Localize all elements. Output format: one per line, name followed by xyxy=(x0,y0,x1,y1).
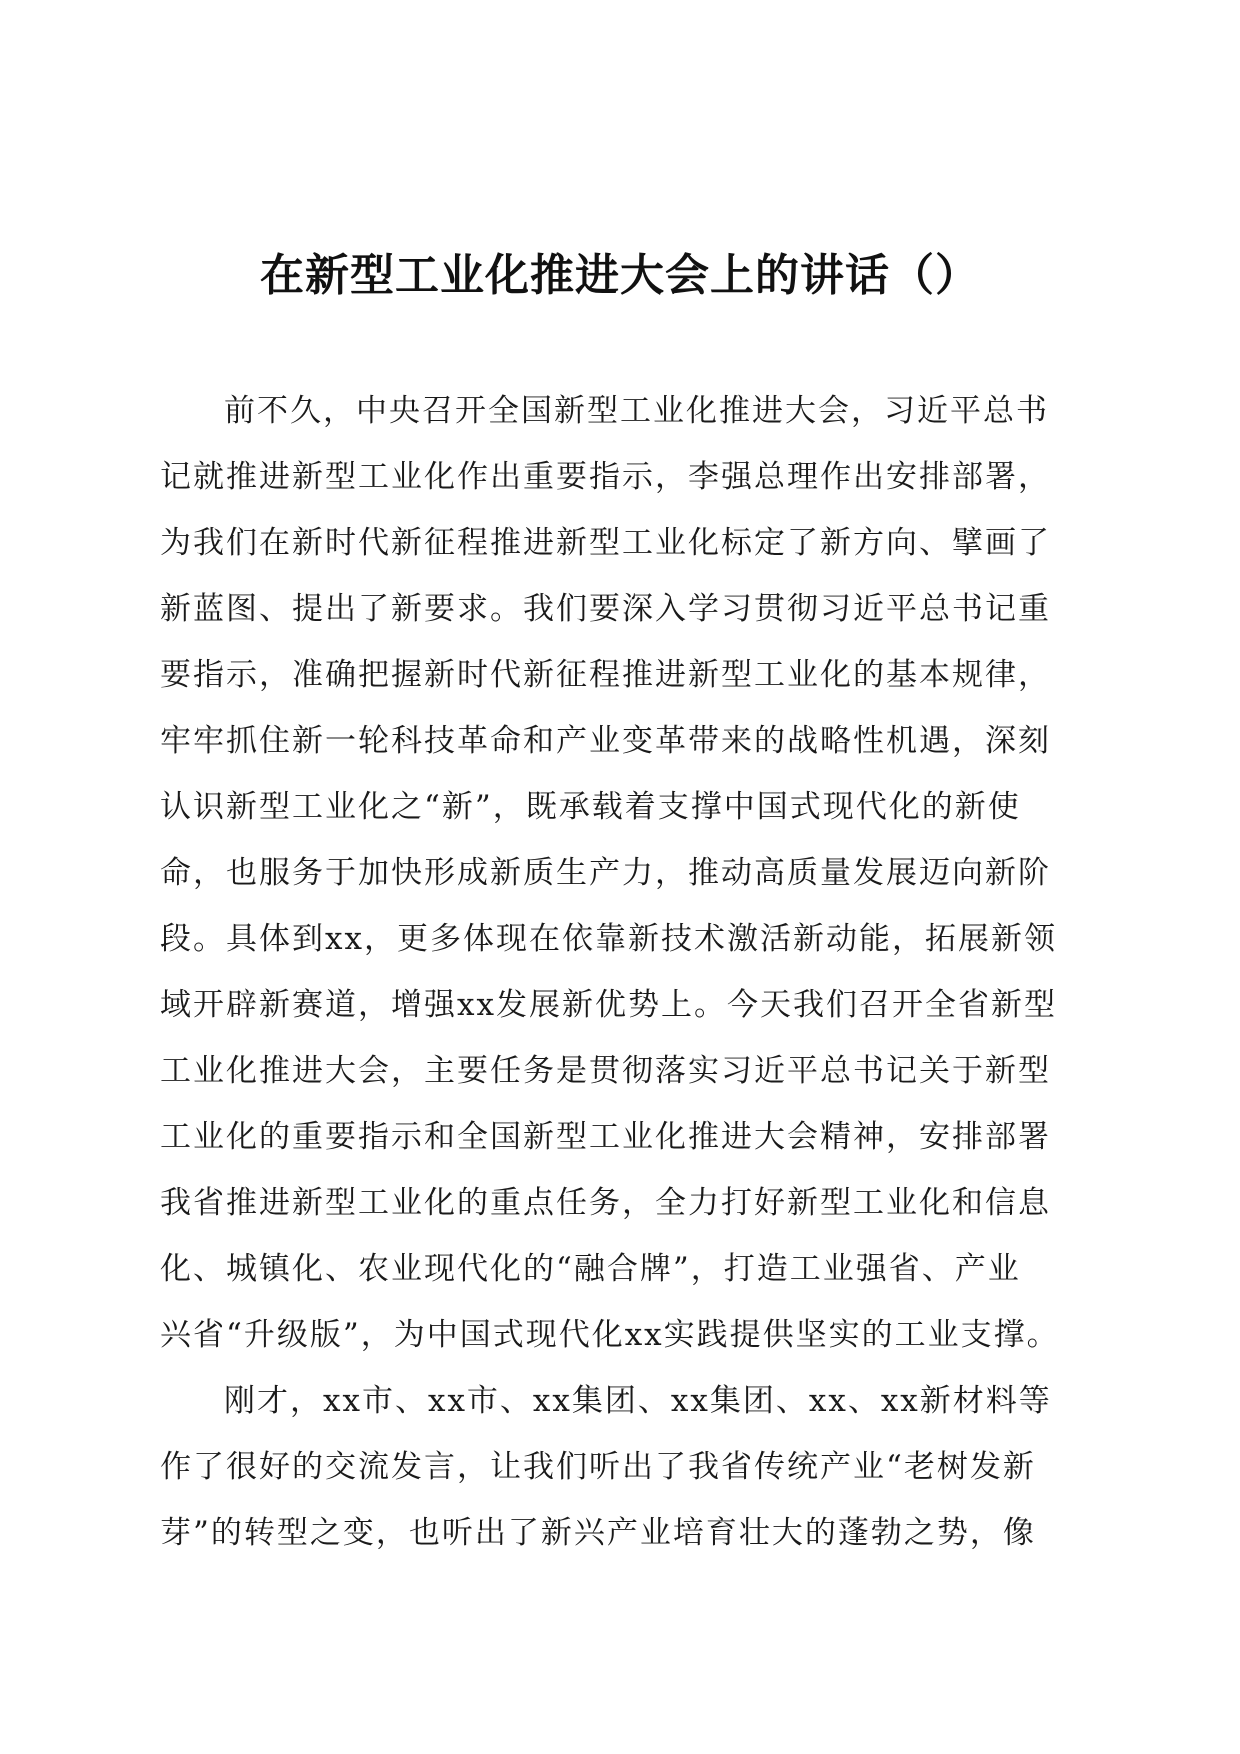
paragraph-1-line-7: 认识新型工业化之“新”，既承载着支撑中国式现代化的新使 xyxy=(160,789,1021,825)
paragraph-1-line-4: 新蓝图、提出了新要求。我们要深入学习贯彻习近平总书记重 xyxy=(160,591,1051,627)
document-body xyxy=(160,378,1080,1566)
paragraph-1-line-2: 记就推进新型工业化作出重要指示，李强总理作出安排部署， xyxy=(160,459,1051,495)
paragraph-1-line-14: 化、城镇化、农业现代化的“融合牌”，打造工业强省、产业 xyxy=(160,1251,1021,1287)
paragraph-1-line-11: 工业化推进大会，主要任务是贯彻落实习近平总书记关于新型 xyxy=(160,1053,1051,1089)
paragraph-1-line-5: 要指示，准确把握新时代新征程推进新型工业化的基本规律， xyxy=(160,657,1051,693)
paragraph-1-line-9: 段。具体到xx，更多体现在依靠新技术激活新动能，拓展新领 xyxy=(160,921,1057,957)
paragraph-2-line-3: 芽”的转型之变，也听出了新兴产业培育壮大的蓬勃之势，像 xyxy=(160,1515,1036,1551)
paragraph-1-line-13: 我省推进新型工业化的重点任务，全力打好新型工业化和信息 xyxy=(160,1185,1051,1221)
paragraph-2-line-2: 作了很好的交流发言，让我们听出了我省传统产业“老树发新 xyxy=(160,1449,1036,1485)
document-title: 在新型工业化推进大会上的讲话（） xyxy=(260,250,980,301)
paragraph-1-line-3: 为我们在新时代新征程推进新型工业化标定了新方向、擘画了 xyxy=(160,525,1051,561)
paragraph-1-line-10: 域开辟新赛道，增强xx发展新优势上。今天我们召开全省新型 xyxy=(160,987,1057,1023)
paragraph-2-line-1: 刚才，xx市、xx市、xx集团、xx集团、xx、xx新材料等 xyxy=(224,1383,1052,1419)
paragraph-1-line-6: 牢牢抓住新一轮科技革命和产业变革带来的战略性机遇，深刻 xyxy=(160,723,1051,759)
paragraph-1-line-15: 兴省“升级版”，为中国式现代化xx实践提供坚实的工业支撑。 xyxy=(160,1317,1060,1353)
paragraph-1-line-8: 命，也服务于加快形成新质生产力，推动高质量发展迈向新阶 xyxy=(160,855,1051,891)
paragraph-1-line-1: 前不久，中央召开全国新型工业化推进大会，习近平总书 xyxy=(224,393,1049,429)
paragraph-1-line-12: 工业化的重要指示和全国新型工业化推进大会精神，安排部署 xyxy=(160,1119,1051,1155)
